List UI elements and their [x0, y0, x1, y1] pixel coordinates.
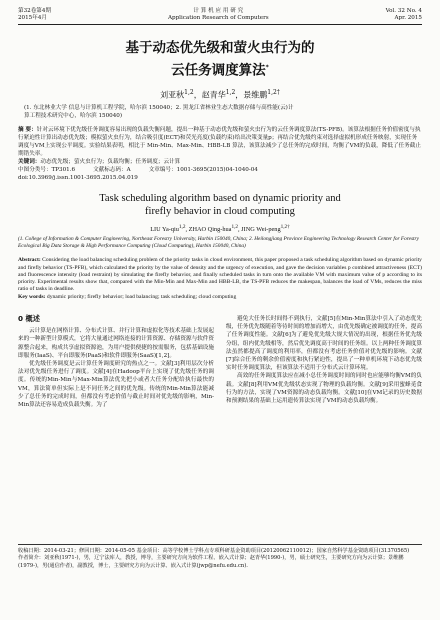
author-en-2: , ZHAO Qing-hua	[185, 226, 232, 234]
author-en-3-sup: 1,2†	[280, 224, 290, 231]
title-zh-line1: 基于动态优先级和萤火虫行为的	[125, 40, 315, 56]
author-2-sup: 1,2	[225, 88, 236, 96]
author-en-1-sup: 1,2	[178, 224, 186, 231]
paragraph: 优先级任务调度是云计算任务调度研究的热点之一。文献[3]利用层次分析法对优先级任务进行了调度。文献[4]在Hadoop平台上实现了优先级任务的调度。传统的Min-Min与Max-Min算法优先把小或者大任务分配给执行最快的VM，算法简单但实际上是不同任务之间的优先级。传统的Min-Min算法能减少了总任务的完成时间，但都没有考虑价值与截止时间对优先级的影响，Min-Min算法还容易造成负载失衡。为了	[18, 361, 214, 409]
header-left	[18, 8, 51, 22]
keywords-zh-text: 动态优先级；萤火虫行为；负载均衡；任务调度；云计算	[40, 159, 181, 166]
section-heading: 0 概述	[18, 314, 40, 324]
affiliation-zh	[18, 104, 422, 120]
author-3-sup: 1,2†	[267, 88, 280, 96]
keywords-zh-label: 关键词：	[18, 159, 41, 166]
paragraph: 避免大任务长时间得不到执行，文献[5]在Min-Min算法中引入了动态优先级，任务优先级随着等待时间的增加而增大，由优先级确定被调度的任务，提高了任务调度性能。文献[6]为了避免优先级大规大情况的出现，根据任务优先级分组，组内优先级相等，然后优先调度高于时间的任务组。以上两种任务调度算法虽然都提高了调度的利用率，但都没有考虑任务价值对优先级的影响。文献[7]综合任务的剩余价值密度和执行紧迫性，提出了一种单机环境下动态优先级实时任务调度算法，但该算法不适用于分布式云计算环境。	[226, 316, 422, 372]
author-en-1: LIU Ya-qiu	[150, 226, 179, 234]
keywords-en-label: Key words:	[18, 293, 46, 300]
running-header	[18, 8, 422, 22]
right-column	[226, 315, 422, 409]
left-column	[18, 315, 214, 409]
body-columns	[18, 315, 422, 409]
abstract-zh-text: 针对云环境下优先级任务调度容易出现的负载失衡问题，提出一种基于动态优先级和萤火虫行为的云任务调度算法(TS-PFB)。该算法根据任务价值密度与执行紧迫性计算出动态优先级；模拟萤火虫行为，结合吸引度(ECT)和荧光亮度(负载约束)给出决策变量p；再结合优先级约束对选择虚拟机形成任务映射，实现任务调度与VM上实现公平调度。实验结果表明，相比于 Min-Min、Max-Min、HBB-LB 算法，该算法减少了总任务的完成时间，均衡了VM的负载，降低了任务截止期错失率。	[18, 127, 421, 158]
affiliation-zh-line1: (1. 东北林业大学 信息与计算机工程学院，哈尔滨 150040；2. 黑龙江省林业生态大数据存储与高性能(云)计	[24, 105, 294, 112]
title-zh-line2: 云任务调度算法	[171, 62, 266, 79]
title-en	[18, 192, 422, 218]
header-right	[386, 8, 422, 22]
header-rule	[18, 24, 422, 25]
title-zh	[18, 39, 422, 81]
footnotes	[18, 544, 422, 570]
article-number: 文章编号：1001-3695(2015)04-1040-04	[148, 167, 258, 174]
paragraph: 高效的任务调度算法应在减小总任务调度时间的同时也应能够均衡VM的负载。文献[8]利用VM优先级状态实现了物理的负载均衡。文献[9]采用蜜蜂觅食行为的方法，实现了VM资源的动态负载均衡。文献[10]在VM记录的历史数据和预测结果的基础上运用遗传算法实现了VM的动态负载均衡。	[226, 373, 422, 405]
document-code: 文献标志码：A	[93, 167, 131, 174]
volume-issue-en: Vol. 32 No. 4	[385, 8, 422, 14]
author-1-sup: 1,2	[184, 88, 194, 96]
keywords-en-text: dynamic priority; firefly behavior; load balancing; task scheduling; cloud computing	[46, 293, 237, 300]
author-en-2-sup: 1,2	[231, 224, 239, 231]
author-1: 刘亚秋	[160, 90, 185, 100]
keywords-en	[18, 294, 422, 301]
abstract-en-label: Abstract:	[18, 257, 41, 264]
title-zh-line2-wrap	[18, 58, 422, 81]
paragraph: 云计算是在网格计算、分布式计算、并行计算和虚拟化等技术基础上发展起来的一种新型计算模式，它将大量通过网络连接的计算资源、存储资源与软件资源整合起来，构成共享虚拟资源池，为用户提供便捷的按需服务，包括基础设施即服务(IaaS)、平台即服务(PaaS)和软件即服务(SaaS)[1,2]。	[18, 328, 214, 359]
title-en-line1: Task scheduling algorithm based on dynamic priority and	[99, 193, 341, 205]
journal-name-en: Application Research of Computers	[167, 15, 269, 21]
clc-number: 中图分类号：TP301.6	[18, 167, 76, 174]
classification-info	[18, 166, 422, 174]
footnote-received: 收稿日期：2014-03-21；修回日期：2014-05-05 基金项目：高等学校博士学科点专项科研基金资助项目(20120062110012)；国家自然科学基金资助项目(31370565)	[18, 548, 410, 554]
author-en-3: , JING Wei-peng	[238, 226, 281, 234]
affiliation-zh-line2: 算工程技术研究中心，哈尔滨 150040)	[24, 113, 123, 120]
volume-issue: 第32卷第4期	[18, 8, 52, 14]
affiliation-en: (1. College of Information & Computer Engineering, Northeast Forestry University, Harbin 150040, China; 2. Heilongjiang Province Engineering Technology Research Center for Forestry Ecological Big Data Storage & High Performance Computing (Cloud Computing), Harbin 150040, China)	[18, 236, 419, 250]
footnote-authors: 作者简介：刘亚秋(1971-)，男，辽宁法库人，教授，博导，主要研究方向为软件工程、嵌入式计算；赵青华(1990-)，男，硕士研究生，主要研究方向为云计算；景维鹏(1979-)，男(通信作者)，副教授，博士，主要研究方向为云计算、嵌入式计算(jwp@nefu.edu.cn).	[18, 555, 404, 569]
abstract-zh	[18, 126, 422, 158]
authors-en	[18, 224, 422, 233]
keywords-zh	[18, 158, 422, 166]
author-3: ，景维鹏	[235, 90, 268, 100]
author-2: ，赵青华	[193, 90, 226, 100]
abstract-en-text: Considering the load balancing scheduling problem of the priority tasks in cloud environment, this paper proposed a task scheduling algorithm based on dynamic priority and firefly behavior (TS-PFB), which calculated the priority by the value of density and the urgency of execution, and gave the decision variables p combined attractiveness (ECT) and fluorescence intensity (load restraint) by simulating the firefly behavior, and finally scheduled tasks in turn onto the available VM with maximum value of p according to its priority. Experimental results show that, compared with the Min-Min and Max-Min and HBB-LB, the TS-PFB reduces the makespan, balances the load of VMs, reduces the miss ratio of tasks in deadline.	[18, 257, 422, 293]
issue-date-en: Apr. 2015	[394, 15, 422, 21]
doi: doi:10.3969/j.issn.1001-3695.2015.04.019	[18, 175, 138, 182]
abstract-en	[18, 257, 422, 293]
abstract-zh-label: 摘 要：	[18, 127, 37, 134]
title-footnote-mark: *	[265, 64, 269, 71]
title-en-line2: firefly behavior in cloud computing	[145, 206, 295, 218]
issue-date: 2015年4月	[18, 15, 47, 21]
journal-name-zh: 计 算 机 应 用 研 究	[193, 8, 244, 14]
header-center	[51, 8, 386, 22]
authors-zh	[18, 89, 422, 101]
